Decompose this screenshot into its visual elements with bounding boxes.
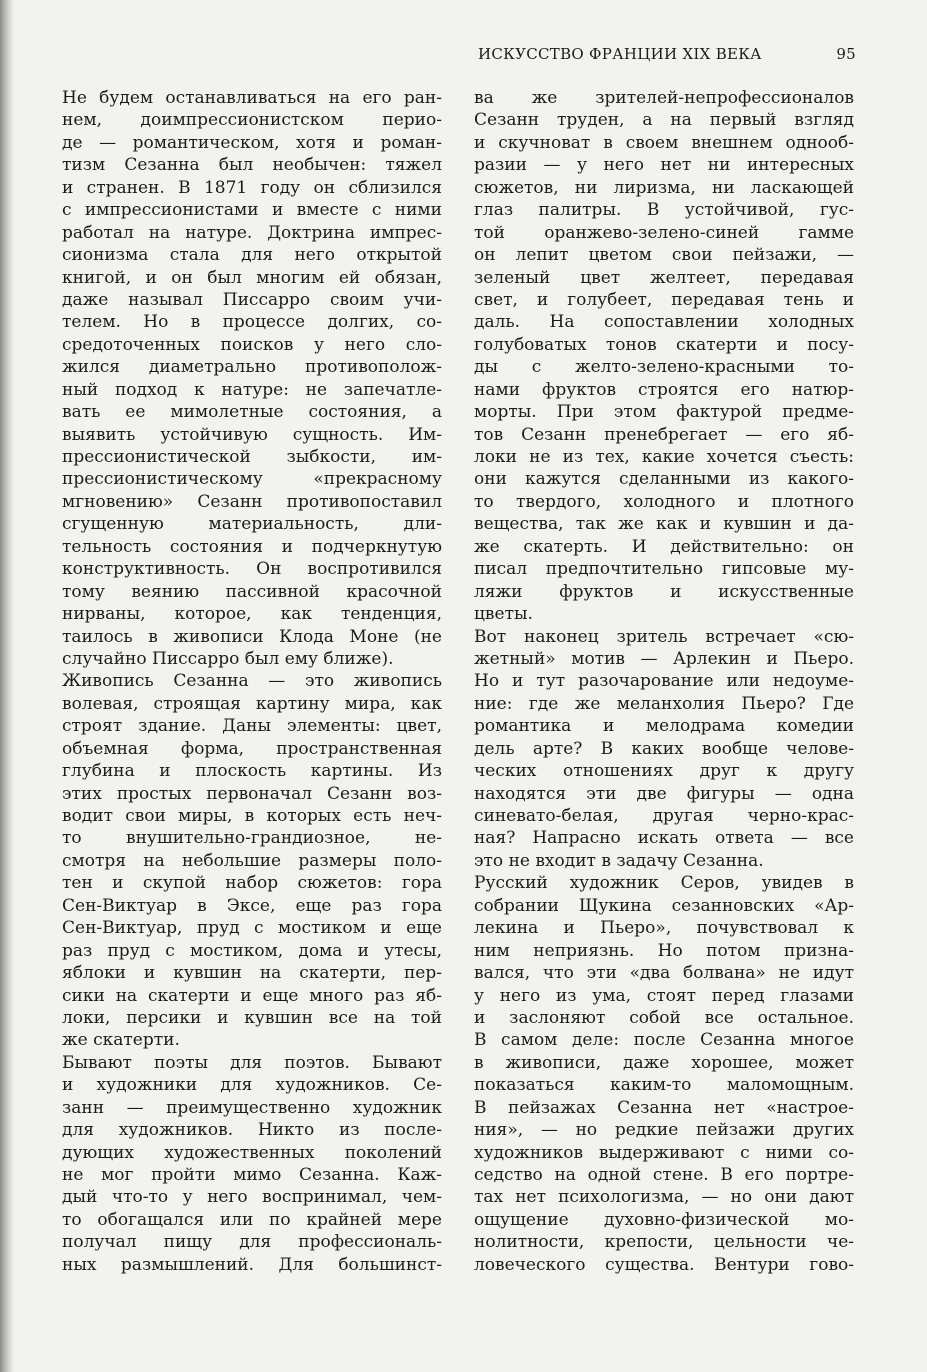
text-line: той оранжево-зелено-синей гамме	[474, 222, 854, 243]
text-line: прессионистической зыбкости, им-	[62, 447, 442, 467]
text-line: для художников. Никто из после-	[62, 1120, 442, 1141]
text-line: же скатерти.	[62, 1030, 180, 1051]
text-line: ный подход к натуре: не запечатле-	[62, 379, 442, 400]
text-line: получал пищу для профессиональ-	[62, 1232, 442, 1253]
text-line: сгущенную материальность, дли-	[62, 514, 442, 535]
text-line: и заслоняют собой все остальное.	[474, 1007, 854, 1028]
text-line: даль. На сопоставлении холодных	[474, 312, 854, 333]
text-line: же скатерть. И действительно: он	[474, 536, 854, 557]
text-line: дый что-то у него воспринимал, чем-	[62, 1187, 442, 1208]
text-line: смотря на небольшие размеры поло-	[62, 850, 442, 871]
text-line: и странен. В 1871 году он сблизился	[62, 177, 442, 198]
text-line: морты. При этом фактурой предме-	[474, 402, 854, 423]
page-number: 95	[836, 45, 856, 63]
text-line: тому веянию пассивной красочной	[62, 581, 442, 602]
text-line: нем, доимпрессионистском перио-	[62, 110, 442, 131]
text-line: тах нет психологизма, — но они дают	[474, 1187, 854, 1208]
text-line: глубина и плоскость картины. Из	[62, 761, 442, 782]
text-line: ных размышлений. Для большинст-	[62, 1254, 442, 1275]
text-line: писал предпочтительно гипсовые му-	[474, 559, 854, 580]
text-line: нолитности, крепости, цельности че-	[474, 1232, 854, 1253]
text-line: тизм Сезанна был необычен: тяжел	[62, 155, 442, 176]
text-line: сюжетов, ни лиризма, ни ласкающей	[474, 177, 854, 198]
text-line: седство на одной стене. В его портре-	[474, 1165, 854, 1185]
text-line: то внушительно-грандиозное, не-	[62, 828, 442, 849]
text-line: лекина и Пьеро», почувствовал к	[474, 918, 854, 939]
text-line: жился диаметрально противополож-	[62, 357, 442, 378]
text-line: тельность состояния и подчеркнутую	[62, 536, 442, 557]
text-line: Но и тут разочарование или недоуме-	[474, 671, 854, 692]
text-line: книгой, и он был многим ей обязан,	[62, 267, 442, 288]
text-line: жетный» мотив — Арлекин и Пьеро.	[474, 648, 854, 669]
text-line: свет, и голубеет, передавая тень и	[474, 289, 854, 310]
text-line: Не будем останавливаться на его ран-	[62, 88, 442, 108]
text-line: работал на натуре. Доктрина импрес-	[62, 222, 442, 243]
text-line: волевая, строящая картину мира, как	[62, 693, 442, 714]
text-line: ляжи фруктов и искусственные	[474, 581, 854, 602]
right-text-column	[474, 87, 854, 1276]
text-line: находятся эти две фигуры — одна	[474, 783, 854, 804]
text-line: вещества, так же как и кувшин и да-	[474, 514, 854, 535]
running-head	[478, 45, 856, 69]
text-line: телем. Но в процессе долгих, со-	[62, 312, 442, 333]
text-line: даже называл Писсарро своим учи-	[62, 289, 442, 310]
text-line: дель арте? В каких вообще челове-	[474, 738, 854, 759]
text-line: тен и скупой набор сюжетов: гора	[62, 873, 442, 894]
text-line: В самом деле: после Сезанна многое	[474, 1030, 854, 1051]
text-line: цветы.	[474, 604, 533, 625]
text-line: тов Сезанн пренебрегает — его яб-	[474, 424, 854, 445]
text-line: конструктивность. Он воспротивился	[62, 559, 442, 580]
text-line: ная? Напрасно искать ответа — все	[474, 828, 854, 849]
text-line: этих простых первоначал Сезанн воз-	[62, 783, 442, 804]
text-line: романтика и мелодрама комедии	[474, 716, 854, 737]
text-line: де — романтическом, хотя и роман-	[62, 132, 442, 153]
text-line: ощущение духовно-физической мо-	[474, 1209, 854, 1230]
text-line: голубоватых тонов скатерти и посу-	[474, 334, 854, 355]
text-line: прессионистическому «прекрасному	[62, 469, 442, 490]
text-line: сики на скатерти и еще много раз яб-	[62, 985, 442, 1006]
text-line: В пейзажах Сезанна нет «настрое-	[474, 1097, 854, 1118]
text-line: и скучноват в своем внешнем однооб-	[474, 132, 854, 153]
text-line: Русский художник Серов, увидев в	[474, 873, 854, 894]
text-line: водит свои миры, в которых есть неч-	[62, 806, 442, 826]
text-line: Живопись Сезанна — это живопись	[62, 671, 442, 692]
text-line: таилось в живописи Клода Моне (не	[62, 626, 442, 647]
text-line: случайно Писсарро был ему ближе).	[62, 648, 394, 669]
text-line: ческих отношениях друг к другу	[474, 761, 854, 782]
left-text-column	[62, 87, 442, 1276]
text-line: и художники для художников. Се-	[62, 1075, 442, 1096]
text-line: локи, персики и кувшин все на той	[62, 1007, 442, 1028]
text-line: ния», — но редкие пейзажи других	[474, 1120, 854, 1141]
text-line: выявить устойчивую сущность. Им-	[62, 424, 442, 445]
text-line: то обогащался или по крайней мере	[62, 1209, 442, 1230]
text-line: раз пруд с мостиком, дома и утесы,	[62, 940, 442, 961]
text-line: это не входит в задачу Сезанна.	[474, 850, 764, 871]
text-line: яблоки и кувшин на скатерти, пер-	[62, 963, 442, 984]
text-line: сионизма стала для него открытой	[62, 245, 442, 266]
text-line: вался, что эти «два болвана» не идут	[474, 963, 854, 984]
text-line: Бывают поэты для поэтов. Бывают	[62, 1052, 442, 1073]
text-line: не мог пройти мимо Сезанна. Каж-	[62, 1165, 442, 1185]
text-line: в живописи, даже хорошее, может	[474, 1052, 854, 1073]
text-line: Сезанн труден, а на первый взгляд	[474, 110, 854, 131]
text-line: Вот наконец зритель встречает «сю-	[474, 626, 854, 647]
text-line: вать ее мимолетные состояния, а	[62, 402, 442, 423]
text-line: средоточенных поисков у него сло-	[62, 334, 442, 355]
text-line: глаз палитры. В устойчивой, гус-	[474, 200, 854, 221]
text-line: показаться каким-то маломощным.	[474, 1075, 854, 1096]
page-binding-shadow	[0, 0, 14, 1372]
text-line: нами фруктов строятся его натюр-	[474, 379, 854, 400]
text-line: мгновению» Сезанн противопоставил	[62, 491, 442, 512]
text-line: ловеческого существа. Вентури гово-	[474, 1254, 854, 1275]
text-line: с импрессионистами и вместе с ними	[62, 200, 442, 221]
text-line: ним неприязнь. Но потом призна-	[474, 940, 854, 961]
text-line: собрании Щукина сезанновских «Ар-	[474, 895, 854, 916]
text-line: ние: где же меланхолия Пьеро? Где	[474, 693, 854, 714]
text-line: занн — преимущественно художник	[62, 1097, 442, 1118]
text-line: синевато-белая, другая черно-крас-	[474, 806, 854, 826]
text-line: разии — у него нет ни интересных	[474, 155, 854, 176]
text-line: он лепит цветом свои пейзажи, —	[474, 245, 854, 266]
text-line: строят здание. Даны элементы: цвет,	[62, 716, 442, 737]
text-line: художников выдерживают с ними со-	[474, 1142, 854, 1163]
text-line: Сен-Виктуар, пруд с мостиком и еще	[62, 918, 442, 939]
text-line: то твердого, холодного и плотного	[474, 491, 854, 512]
text-line: объемная форма, пространственная	[62, 738, 442, 759]
text-line: у него из ума, стоят перед глазами	[474, 985, 854, 1006]
text-line: нирваны, которое, как тенденция,	[62, 604, 442, 625]
text-line: зеленый цвет желтеет, передавая	[474, 267, 854, 288]
text-line: локи не из тех, какие хочется съесть:	[474, 447, 854, 467]
text-line: Сен-Виктуар в Эксе, еще раз гора	[62, 895, 442, 916]
text-line: ды с желто-зелено-красными то-	[474, 357, 854, 378]
text-line: ва же зрителей-непрофессионалов	[474, 88, 854, 108]
running-head-title: ИСКУССТВО ФРАНЦИИ XIX ВЕКА	[478, 45, 762, 63]
text-line: они кажутся сделанными из какого-	[474, 469, 854, 490]
text-line: дующих художественных поколений	[62, 1142, 442, 1163]
